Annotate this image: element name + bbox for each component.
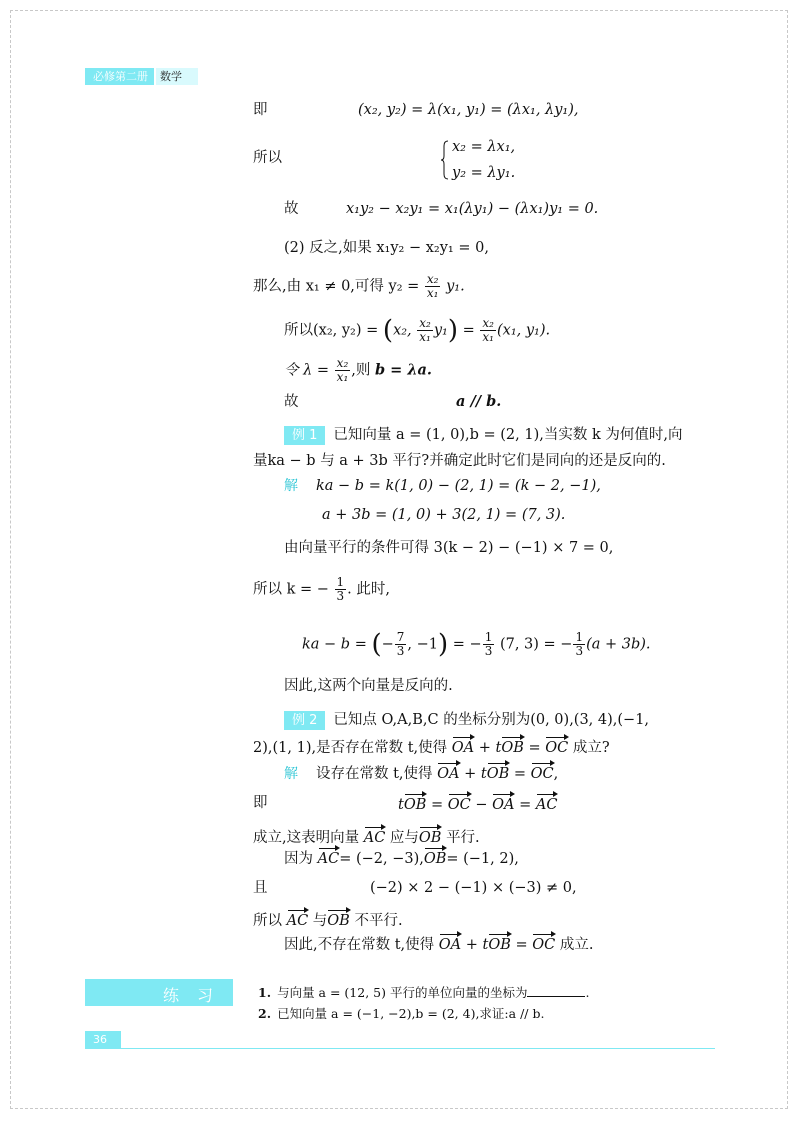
footer-rule: [121, 1048, 715, 1049]
system-brace: [441, 140, 449, 180]
example2-line5-label: 且: [253, 880, 268, 896]
proof-line5: [253, 273, 465, 300]
proof-line3-label: 故: [284, 201, 299, 217]
solution-label: 解: [284, 766, 298, 782]
proof-line5-end: y₁.: [446, 278, 465, 295]
exercise-item-2: 2. 已知向量 a = (−1, −2),b = (2, 4),求证:a // b.: [258, 1006, 545, 1021]
example1-solution-line4: 所以 k = − $\frac{1}{3}$ . 此时,: [253, 575, 390, 603]
page-number: 36: [85, 1031, 121, 1049]
proof-line7: 令 λ = $\frac{\text{x₂}}{\text{x₁}}$ ,则 b = λa.: [284, 356, 432, 384]
example1-solution-line1: 解 ka − b = k(1, 0) − (2, 1) = (k − 2, −1),: [284, 478, 601, 494]
example2-line3: 成立,这表明向量 AC 应与OB 平行.: [253, 826, 480, 848]
exercise-item-1: 1. 与向量 a = (12, 5) 平行的单位向量的坐标为 .: [258, 985, 590, 1000]
system-eq2: y₂ = λy₁.: [452, 165, 516, 181]
example2-statement-line1: 例 2 已知点 O,A,B,C 的坐标分别为(0, 0),(3, 4),(−1,: [284, 710, 649, 730]
proof-line6: 所以(x₂, y₂) = (x₂, $\frac{\text{x₂}}{\text{x₁}}$ y₁) = $\frac{\text{x₂}}{\text{x₁}}$ (x₁, y₁).: [284, 315, 551, 346]
example2-line2-eq: tOB = OC − OA = AC: [398, 793, 557, 815]
example1-tag: 例 1: [284, 426, 325, 445]
example1-solution-line3: 由向量平行的条件可得 3(k − 2) − (−1) × 7 = 0,: [284, 540, 614, 556]
proof-line5-text: 那么,由 x₁ ≠ 0,可得 y₂ =: [253, 278, 420, 295]
proof-line8-label: 故: [284, 394, 299, 410]
example1-conclusion: 因此,这两个向量是反向的.: [284, 678, 453, 694]
example2-conclusion: 因此,不存在常数 t,使得 OA + tOB = OC 成立.: [284, 933, 593, 955]
fraction-7-3: $\frac{7}{3}$: [396, 630, 405, 658]
running-header: [85, 68, 198, 85]
book-title: 必修第二册: [85, 68, 154, 85]
example1-statement-line2: 量ka − b 与 a + 3b 平行?并确定此时它们是同向的还是反向的.: [253, 453, 666, 469]
proof-line4: (2) 反之,如果 x₁y₂ − x₂y₁ = 0,: [284, 240, 489, 256]
fraction-1-3: $\frac{1}{3}$: [336, 575, 345, 603]
example2-tag: 例 2: [284, 711, 325, 730]
exercise-heading: 练习: [85, 979, 233, 1006]
proof-line2-label: 所以: [253, 150, 282, 166]
system-eq1: x₂ = λx₁,: [452, 139, 516, 155]
example2-line2-label: 即: [253, 795, 268, 811]
fraction-x2-x1: $\frac{\text{x₂}}{\text{x₁}}$: [419, 316, 431, 344]
proof-conclusion: a // b.: [456, 393, 502, 410]
fraction-x2-x1: $\frac{\text{x₂}}{\text{x₁}}$: [336, 356, 349, 384]
example2-solution-line1: 解 设存在常数 t,使得 OA + tOB = OC,: [284, 762, 558, 784]
solution-label: 解: [284, 478, 298, 494]
example2-line4: 因为 AC= (−2, −3),OB= (−1, 2),: [284, 847, 519, 869]
example2-line6: 所以 AC 与OB 不平行.: [253, 909, 403, 931]
subject-title: 数学: [156, 68, 198, 85]
fraction-x2-x1: $\frac{\text{x₂}}{\text{x₁}}$: [426, 272, 439, 300]
proof-line1-label: 即: [253, 102, 268, 118]
fraction-1-3: $\frac{1}{3}$: [484, 630, 493, 658]
answer-blank[interactable]: [527, 984, 585, 997]
example2-statement-line2: 2),(1, 1),是否存在常数 t,使得 OA + tOB = OC 成立?: [253, 736, 610, 758]
example1-solution-line5: ka − b = (− $\frac{7}{3}$ , −1) = − $\frac{1}{3}$ (7, 3) = − $\frac{1}{3}$ (a + 3b).: [302, 629, 651, 660]
proof-line3-eq: x₁y₂ − x₂y₁ = x₁(λy₁) − (λx₁)y₁ = 0.: [346, 201, 599, 217]
fraction-1-3: $\frac{1}{3}$: [575, 630, 584, 658]
example1-statement-line1: 例 1 已知向量 a = (1, 0),b = (2, 1),当实数 k 为何值时,向: [284, 425, 682, 445]
proof-line1-eq: (x₂, y₂) = λ(x₁, y₁) = (λx₁, λy₁),: [358, 102, 579, 118]
example1-solution-line2: a + 3b = (1, 0) + 3(2, 1) = (7, 3).: [322, 507, 566, 523]
example2-line5-eq: (−2) × 2 − (−1) × (−3) ≠ 0,: [370, 880, 577, 896]
fraction-x2-x1: $\frac{\text{x₂}}{\text{x₁}}$: [482, 316, 494, 344]
